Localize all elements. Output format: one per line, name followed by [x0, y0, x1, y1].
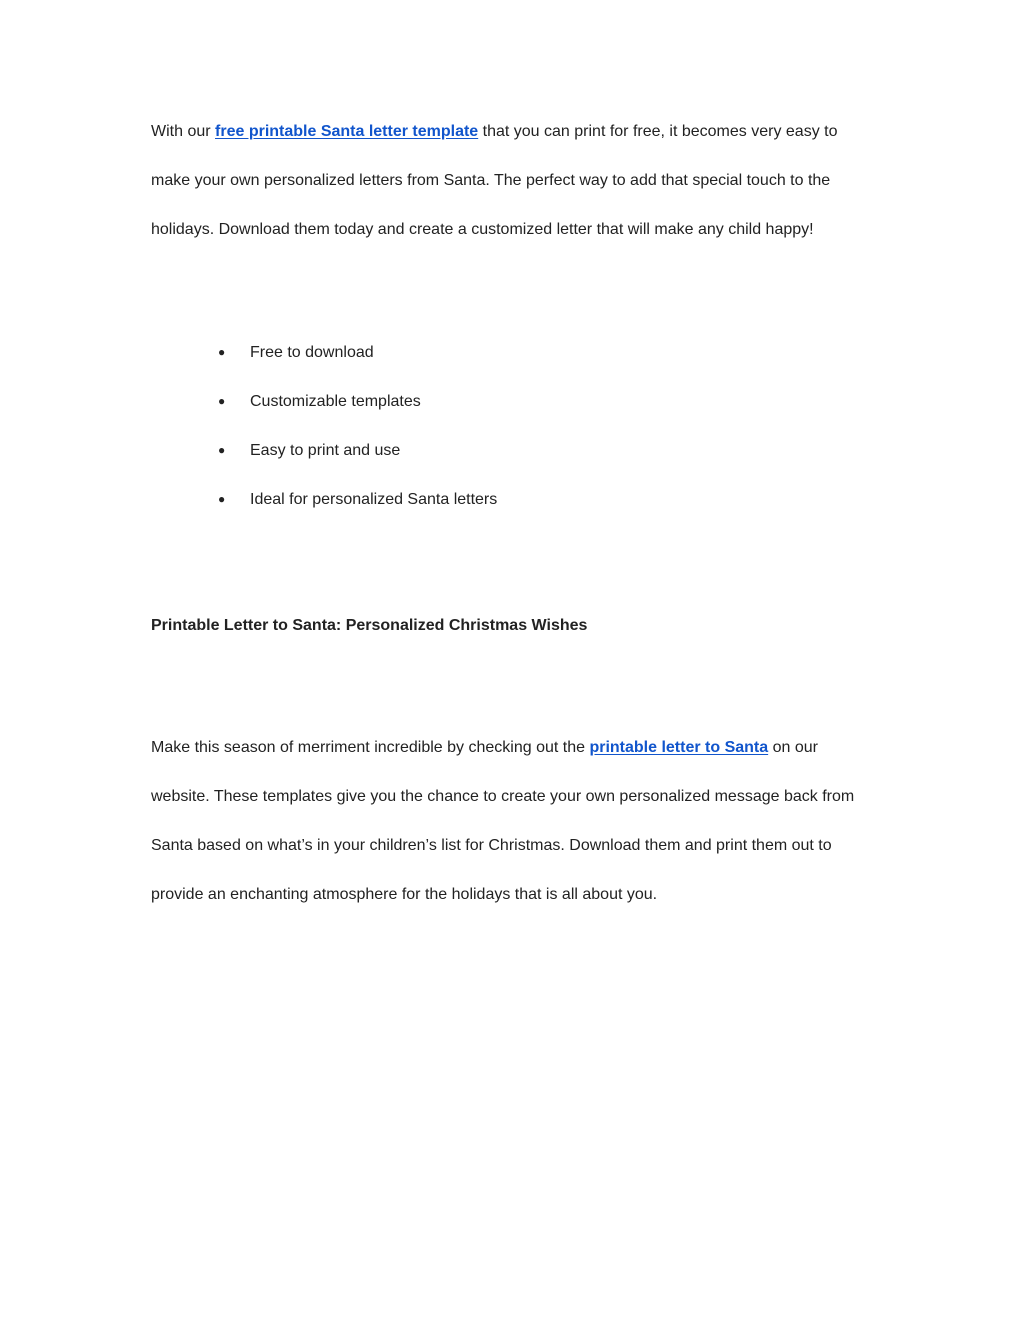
section-paragraph	[151, 723, 881, 919]
list-item	[218, 377, 497, 426]
intro-text-before: With our	[151, 123, 216, 140]
free-printable-santa-letter-template-link[interactable]: free printable Santa letter template	[215, 123, 479, 140]
list-item-label: Ideal for personalized Santa letters	[250, 491, 498, 508]
bullet-icon: ●	[218, 345, 226, 359]
bullet-icon: ●	[218, 492, 226, 506]
list-item-label: Free to download	[250, 344, 374, 361]
features-list	[218, 328, 497, 524]
list-item	[218, 475, 497, 524]
list-item	[218, 426, 497, 475]
section-text-after: on our website. These templates give you the chance to create your own personalized message back from Santa based on what’s in your children’s list for Christmas. Download them and print them out to provide an enchanting atmosphere for the holidays that is all about you.	[151, 739, 855, 903]
list-item-label: Customizable templates	[250, 393, 421, 410]
section-heading: Printable Letter to Santa: Personalized Christmas Wishes	[151, 617, 588, 634]
intro-text-after: that you can print for free, it becomes very easy to make your own personalized letters from Santa. The perfect way to add that special touch to the holidays. Download them today and create a customized letter that will make any child happy!	[151, 123, 838, 238]
list-item-label: Easy to print and use	[250, 442, 401, 459]
intro-paragraph	[151, 107, 881, 254]
bullet-icon: ●	[218, 443, 226, 457]
bullet-icon: ●	[218, 394, 226, 408]
printable-letter-to-santa-link[interactable]: printable letter to Santa	[589, 739, 769, 756]
list-item	[218, 328, 497, 377]
section-text-before: Make this season of merriment incredible by checking out the	[151, 739, 590, 756]
